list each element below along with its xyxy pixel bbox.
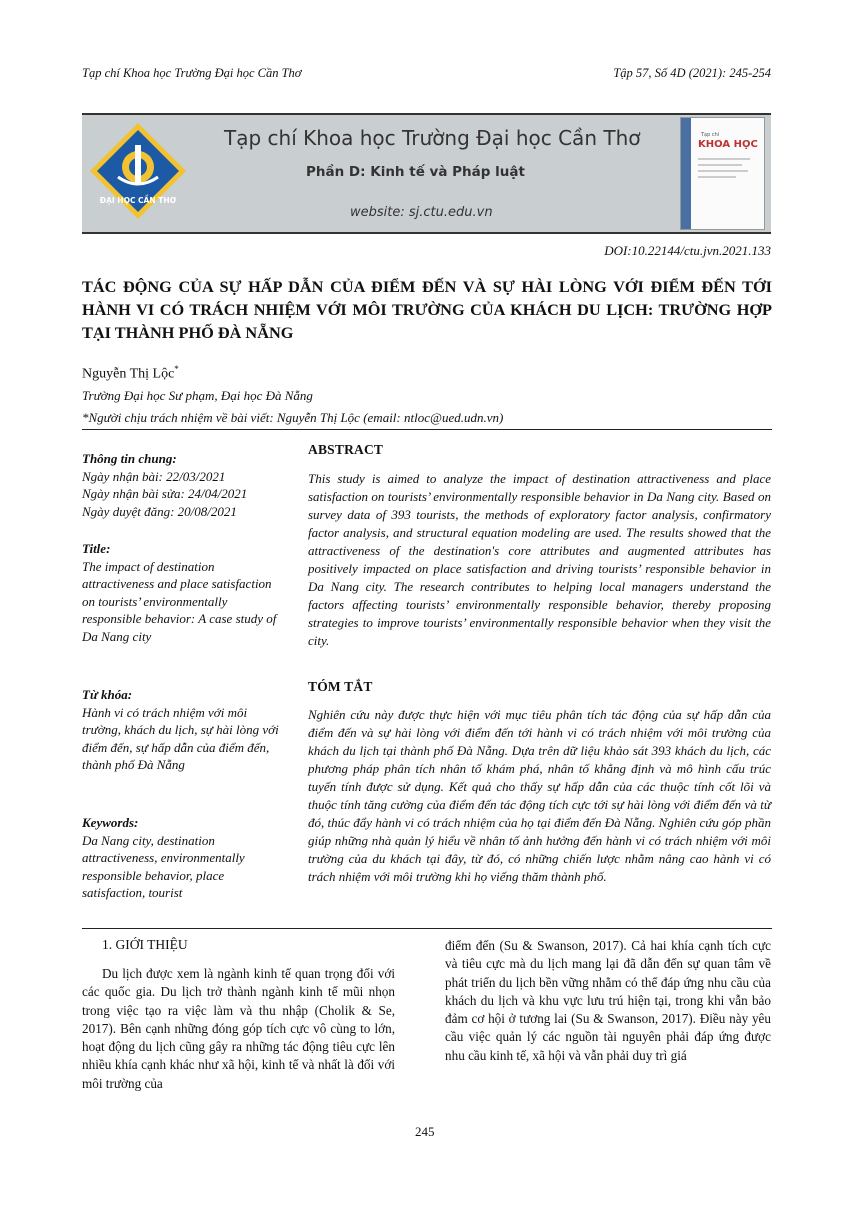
- keywords-vi-block: [82, 686, 287, 774]
- english-title: The impact of destination attractiveness and place satisfaction on tourists’ environmentally responsible behavior: A case study of Da Nang city: [82, 558, 277, 644]
- running-header-volume: Tập 57, Số 4D (2021): 245-254: [613, 66, 771, 80]
- revised-date: Ngày nhận bài sửa: 24/04/2021: [82, 486, 248, 501]
- section-heading-introduction: 1. GIỚI THIỆU: [102, 937, 188, 952]
- cover-text-line: [698, 170, 748, 172]
- banner-subtitle: Phần D: Kinh tế và Pháp luật: [306, 164, 525, 180]
- banner-title: Tạp chí Khoa học Trường Đại học Cần Thơ: [224, 126, 641, 150]
- article-title: TÁC ĐỘNG CỦA SỰ HẤP DẪN CỦA ĐIỂM ĐẾN VÀ SỰ HÀI LÒNG VỚI ĐIỂM ĐẾN TỚI HÀNH VI CÓ TRÁCH NHIỆM VỚI MÔI TRƯỜNG CỦA KHÁCH DU LỊCH: TRƯỜNG HỢP TẠI THÀNH PHỐ ĐÀ NẴNG: [82, 277, 772, 342]
- received-date: Ngày nhận bài: 22/03/2021: [82, 468, 226, 484]
- body-left-column: Du lịch được xem là ngành kinh tế quan trọng đối với các quốc gia. Du lịch trở thành ngành kinh tế mũi nhọn trong việc tạo ra việc làm và thu nhập (Cholik & Se, 2017). Bên cạnh những đóng góp tích cực vô cùng to lớn, hoạt động du lịch cũng gây ra những tác động tiêu cực lên nhiều khía cạnh khác như xã hội, kinh tế và nhất là đối với môi trường của: [82, 966, 395, 1091]
- page-number: 245: [415, 1124, 435, 1139]
- english-title-block: [82, 540, 287, 645]
- keywords-en: Da Nang city, destination attractiveness, environmentally responsible behavior, place satisfaction, tourist: [82, 832, 245, 900]
- keywords-vi: Hành vi có trách nhiệm với môi trường, khách du lịch, sự hài lòng với điểm đến, sự hấp dẫn của điểm đến, thành phố Đà Nẵng: [82, 704, 279, 772]
- info-heading: Thông tin chung:: [82, 451, 177, 466]
- corresponding-author: *Người chịu trách nhiệm về bài viết: Nguyễn Thị Lộc (email: ntloc@ued.udn.vn): [82, 410, 504, 425]
- title-heading: Title:: [82, 541, 111, 556]
- running-header-journal: Tạp chí Khoa học Trường Đại học Cần Thơ: [82, 66, 302, 80]
- doi: DOI:10.22144/ctu.jvn.2021.133: [604, 243, 771, 258]
- body-right-column: điểm đến (Su & Swanson, 2017). Cả hai khía cạnh tích cực và tiêu cực mà du lịch mang lại đã dẫn đến sự quan tâm về phát triển du lịch bền vững nhằm có thể đáp ứng nhu cầu của khách du lịch và khu vực lưu trú hiện tại, trong khi vẫn bảo đảm cơ hội ở tương lai (Su & Swanson, 2017). Điều này yêu cầu việc quản lý các nguồn tài nguyên phải đáp ứng được nhu cầu kinh tế, xã hội và vẫn phải duy trì giá: [445, 938, 771, 1063]
- affiliation: Trường Đại học Sư phạm, Đại học Đà Nẵng: [82, 388, 313, 403]
- keywords-vi-heading: Từ khóa:: [82, 687, 133, 702]
- divider-top: [82, 429, 772, 430]
- journal-cover-thumbnail: [680, 117, 765, 230]
- logo-text: ĐẠI HỌC CẦN THƠ: [99, 196, 177, 205]
- cover-stripe: [681, 118, 691, 229]
- author-name: Nguyễn Thị Lộc: [82, 366, 175, 382]
- university-logo: [88, 121, 188, 221]
- cover-label: KHOA HỌC: [698, 139, 758, 150]
- abstract-heading: ABSTRACT: [308, 442, 384, 457]
- abstract-text: This study is aimed to analyze the impact of destination attractiveness and place satisfaction on tourists’ environmentally responsible behavior in Da Nang city. Based on survey data of 393 tourists, the methods of exploratory factor analysis, confirmatory factor analysis, and structural equation modeling are used. The results showed that the attractiveness of the destination's core attributes and augmented attributes has positively impacted on place satisfaction and driving tourists’ responsible behavior in Da Nang city. The research contributes to helping local managers understand the factors affecting tourists’ environmentally responsible behavior, thereby proposing strategies to improve tourists’ environmentally responsible behavior when they visit the city.: [308, 471, 771, 648]
- divider-bottom: [82, 928, 772, 929]
- journal-banner: [82, 113, 771, 234]
- author-mark: *: [174, 364, 179, 374]
- tom-tat-heading: TÓM TẮT: [308, 679, 373, 694]
- cover-text-line: [698, 176, 736, 178]
- author: [82, 364, 179, 383]
- keywords-en-block: [82, 814, 287, 902]
- cover-label-small: Tạp chí: [701, 132, 720, 138]
- keywords-en-heading: Keywords:: [82, 815, 139, 830]
- cover-text-line: [698, 158, 750, 160]
- accepted-date: Ngày duyệt đăng: 20/08/2021: [82, 503, 237, 519]
- article-info: [82, 450, 287, 520]
- tom-tat-text: Nghiên cứu này được thực hiện với mục tiêu phân tích tác động của sự hấp dẫn của điểm đến và sự hài lòng với điểm đến tới hành vi có trách nhiệm với môi trường của khách du lịch tại thành phố Đà Nẵng. Dựa trên dữ liệu khảo sát 393 khách du lịch, các phương pháp phân tích nhân tố khám phá, nhân tố khẳng định và mô hình cấu trúc tuyến tính được sử dụng. Kết quả cho thấy sự hấp dẫn của các thuộc tính cốt lõi và thuộc tính tăng cường của điểm đến tác động tích cực tới sự hài lòng với điểm đến và từ đó, thúc đẩy hành vi có trách nhiệm của họ tại điểm đến Đà Nẵng. Nghiên cứu góp phần giúp những nhà quản lý hiểu về nhân tố ảnh hưởng đến hành vi có trách nhiệm với môi trường của du khách tại đây, từ đó, có những chiến lược nhằm nâng cao hành vi có trách nhiệm với môi trường khi họ viếng thăm thành phố.: [308, 707, 771, 884]
- banner-website: website: sj.ctu.edu.vn: [350, 205, 493, 220]
- cover-text-line: [698, 164, 742, 166]
